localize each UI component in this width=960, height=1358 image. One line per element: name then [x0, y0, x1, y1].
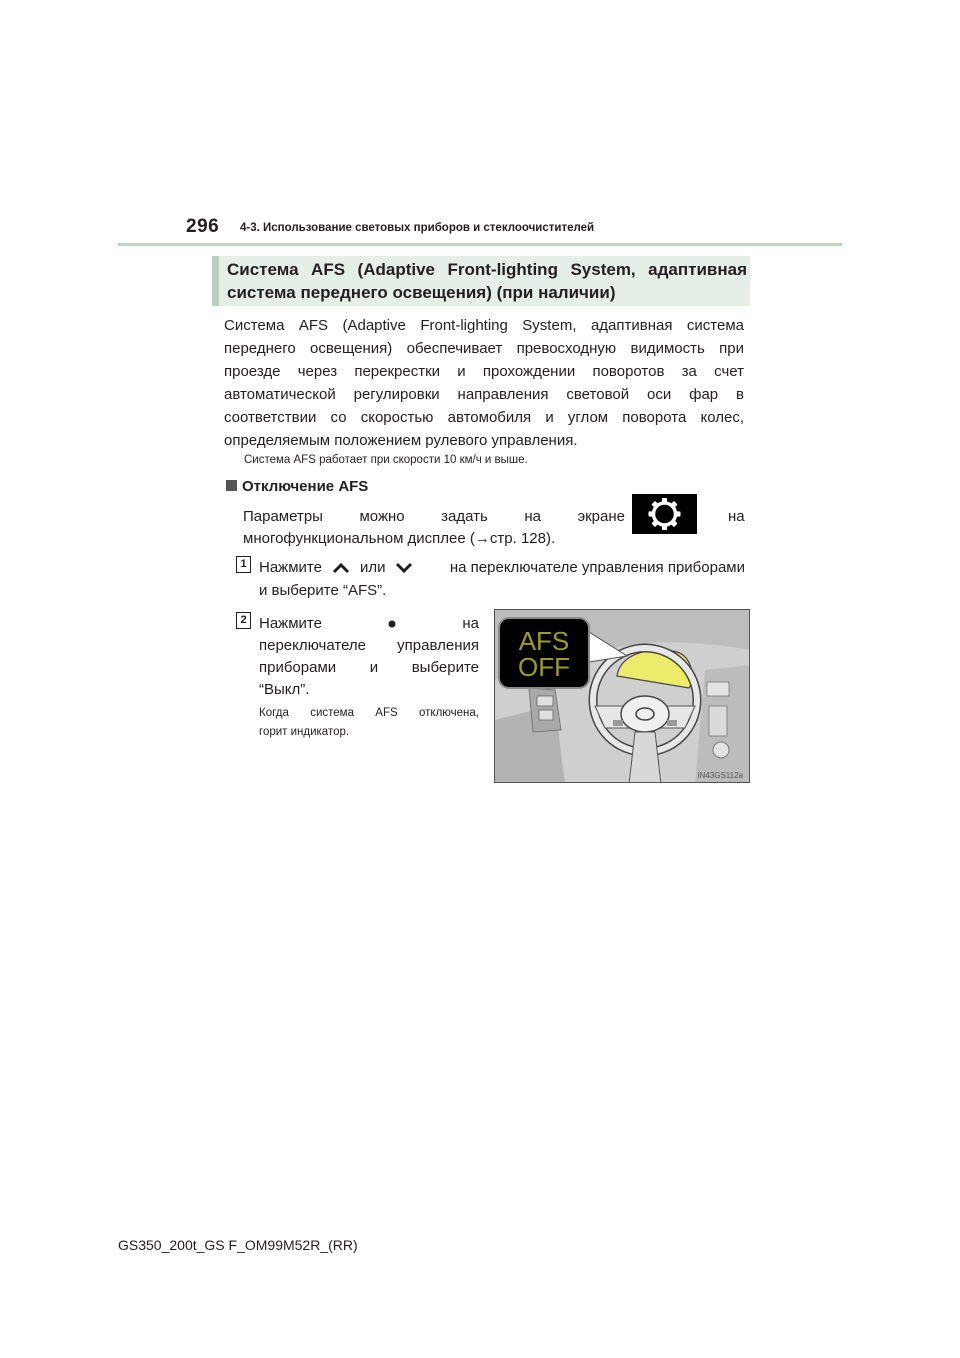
step-number-2: 2: [236, 612, 251, 629]
params-line2: многофункциональном дисплее (→стр. 128).: [243, 530, 556, 547]
afs-indicator-line2: OFF: [518, 652, 570, 682]
enter-dot-icon: [381, 614, 403, 634]
intro-line: проезде через перекрестки и прохождении поворотов за счет: [224, 363, 744, 380]
params-text: Параметры можно задать на экране: [243, 508, 625, 525]
step-2-press: Нажмите: [259, 615, 322, 632]
disable-heading-text: Отключение AFS: [242, 478, 369, 495]
params-line1-end: на: [728, 508, 745, 525]
dashboard-illustration: [494, 609, 750, 783]
chevron-down-icon: [393, 557, 415, 579]
illustration-code: IN43GS112a: [697, 771, 743, 780]
step-2-line1: [259, 612, 479, 635]
section-title-line2: система переднего освещения) (при наличии): [227, 283, 616, 302]
intro-paragraph: [224, 314, 744, 452]
step-number-1: 1: [236, 556, 251, 573]
gear-icon: [632, 494, 697, 534]
step-2-line2: переключателе управления: [259, 637, 479, 654]
afs-indicator-line1: AFS: [518, 626, 570, 656]
page-number: 296: [186, 216, 220, 237]
disable-heading: [226, 478, 368, 495]
step-1-rest: на переключателе управления приборами: [449, 559, 745, 576]
params-line1-start: [243, 505, 625, 528]
header-section-title: 4-3. Использование световых приборов и стеклоочистителей: [240, 222, 595, 234]
step-2-line4: “Выкл”.: [259, 681, 310, 698]
step-2-on: на: [462, 615, 479, 632]
step-2-note-line1: Когда система AFS отключена,: [259, 707, 479, 719]
step-1-or: или: [359, 559, 386, 576]
step-2-line3: приборами и выберите: [259, 659, 479, 676]
step-1-press: Нажмите: [259, 559, 322, 576]
intro-line: переднего освещения) обеспечивает превосходную видимость при: [224, 340, 744, 357]
intro-line: соответствии со скоростью автомобиля и углом поворота колес,: [224, 409, 744, 426]
speed-note: Система AFS работает при скорости 10 км/ч и выше.: [244, 454, 528, 466]
intro-line: Система AFS (Adaptive Front-lighting System, адаптивная система: [224, 317, 744, 334]
step-2-note-line2: горит индикатор.: [259, 726, 350, 738]
settings-screen-icon: [632, 494, 697, 534]
step-1-line2: и выберите “AFS”.: [259, 582, 387, 599]
footer-model-code: GS350_200t_GS F_OM99M52R_(RR): [118, 1237, 358, 1253]
dashboard-drawing: [495, 610, 750, 783]
header-divider: [118, 243, 842, 246]
square-bullet-icon: [226, 480, 237, 491]
intro-line: автоматической регулировки направления световой оси фар в: [224, 386, 744, 403]
step-1-line1: [259, 556, 745, 579]
chevron-up-icon: [330, 557, 352, 579]
section-title-box: [212, 256, 750, 306]
intro-line: определяемым положением рулевого управления.: [224, 432, 578, 449]
section-title-line1: Система AFS (Adaptive Front-lighting System, адаптивная: [227, 260, 747, 279]
